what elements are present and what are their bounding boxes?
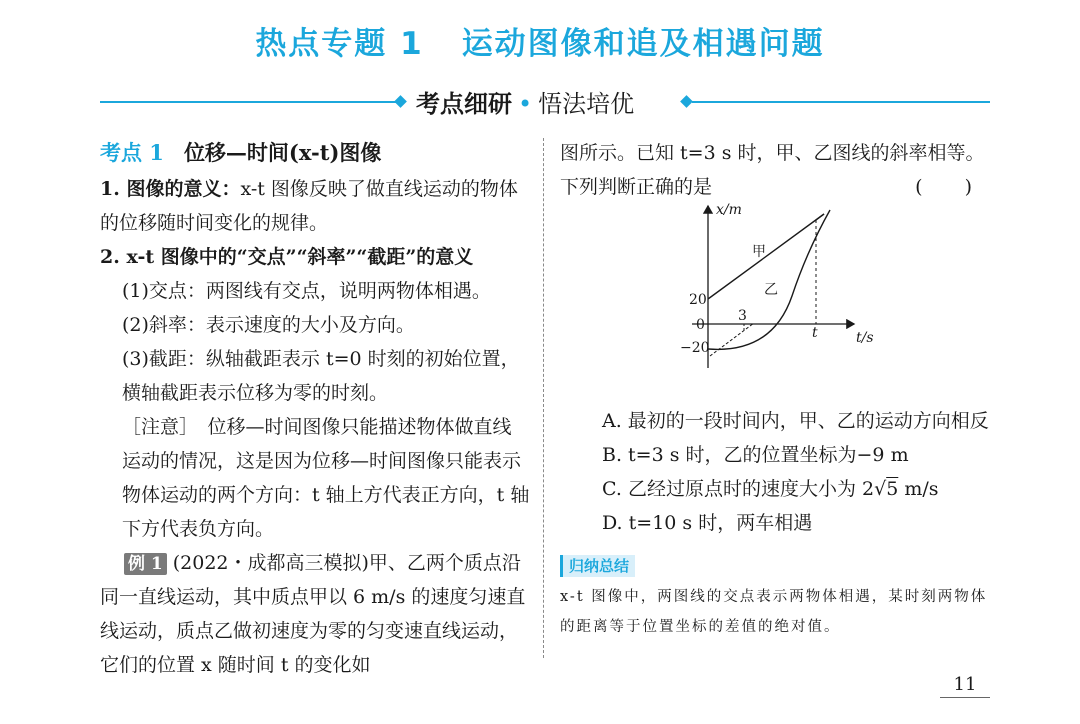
option-b: B. t=3 s 时，乙的位置坐标为−9 m [602, 444, 909, 466]
line-jia-ext [816, 214, 824, 220]
y-tick-20: 20 [689, 292, 707, 308]
spacer [560, 540, 990, 548]
y-axis-label: x/m [716, 202, 742, 218]
section-right: 悟法培优 [538, 90, 635, 118]
section-line-right [692, 101, 990, 103]
x-tick-3: 3 [738, 308, 747, 324]
point-2-head: 2. x-t 图像中的“交点”“斜率”“截距”的意义 [100, 246, 474, 268]
y-tick-neg20: −20 [680, 340, 710, 356]
option-c-pre: C. 乙经过原点时的速度大小为 2 [602, 478, 875, 500]
option-a: A. 最初的一段时间内，甲、乙的运动方向相反 [602, 410, 989, 432]
kaodian-title: 位移—时间(x-t)图像 [183, 140, 382, 165]
section-bar [100, 84, 990, 120]
note: ［注意］ 位移—时间图像只能描述物体做直线运动的情况，这是因为位移—时间图像只能表示物体运动的两个方向：t 轴上方代表正方向，t 轴下方代表负方向。 [122, 416, 530, 540]
question-body: 图所示。已知 t=3 s 时，甲、乙图线的斜率相等。下列判断正确的是 [560, 142, 985, 198]
kaodian-heading [100, 136, 530, 170]
xt-graph [672, 196, 882, 372]
point-1-body: x-t 图像反映了做直线运动的物体的位移随时间变化的规律。 [100, 178, 518, 234]
tangent-line [710, 323, 754, 356]
left-column [100, 136, 530, 682]
item-intercept: (3)截距：纵轴截距表示 t=0 时刻的初始位置，横轴截距表示位移为零的时刻。 [122, 348, 520, 404]
label-yi: 乙 [764, 282, 778, 298]
sqrt-icon: √ [874, 478, 887, 500]
point-1-head: 1. 图像的意义： [100, 178, 241, 200]
example-badge: 例 1 [124, 553, 167, 575]
kaodian-label: 考点 1 [100, 140, 164, 165]
answer-paren: ( ) [915, 176, 990, 198]
x-axis-label: t/s [856, 330, 874, 346]
example-1 [100, 546, 530, 682]
question-text [560, 136, 990, 204]
item-intersection: (1)交点：两图线有交点，说明两物体相遇。 [122, 280, 491, 302]
option-c [560, 472, 990, 506]
page-number: 11 [940, 674, 990, 698]
label-jia: 甲 [752, 244, 766, 260]
item-slope: (2)斜率：表示速度的大小及方向。 [122, 314, 415, 336]
section-line-left [100, 101, 398, 103]
example-text: (2022・成都高三模拟)甲、乙两个质点沿同一直线运动，其中质点甲以 6 m/s 的速度匀速直线运动，质点乙做初速度为零的匀变速直线运动，它们的位置 x 随时间 t 的变化如 [100, 552, 526, 676]
section-sep: • [518, 90, 533, 118]
option-c-sqrt: 5 [886, 478, 899, 500]
summary-text: x-t 图像中，两图线的交点表示两物体相遇，某时刻两物体的距离等于位置坐标的差值的绝对值。 [560, 589, 988, 635]
section-dot-right [680, 95, 693, 108]
option-c-post: m/s [898, 478, 939, 500]
column-divider [543, 138, 544, 658]
title-part1: 热点专题 1 [255, 26, 424, 62]
section-label [416, 84, 634, 119]
x-tick-t: t [812, 325, 818, 341]
section-dot-left [394, 95, 407, 108]
option-d: D. t=10 s 时，两车相遇 [602, 512, 813, 534]
section-left: 考点细研 [416, 89, 512, 118]
title-part2: 运动图像和追及相遇问题 [461, 26, 825, 62]
point-1 [100, 172, 530, 240]
page-title [0, 18, 1080, 63]
summary-badge: 归纳总结 [560, 555, 635, 577]
y-tick-0: 0 [696, 317, 705, 333]
